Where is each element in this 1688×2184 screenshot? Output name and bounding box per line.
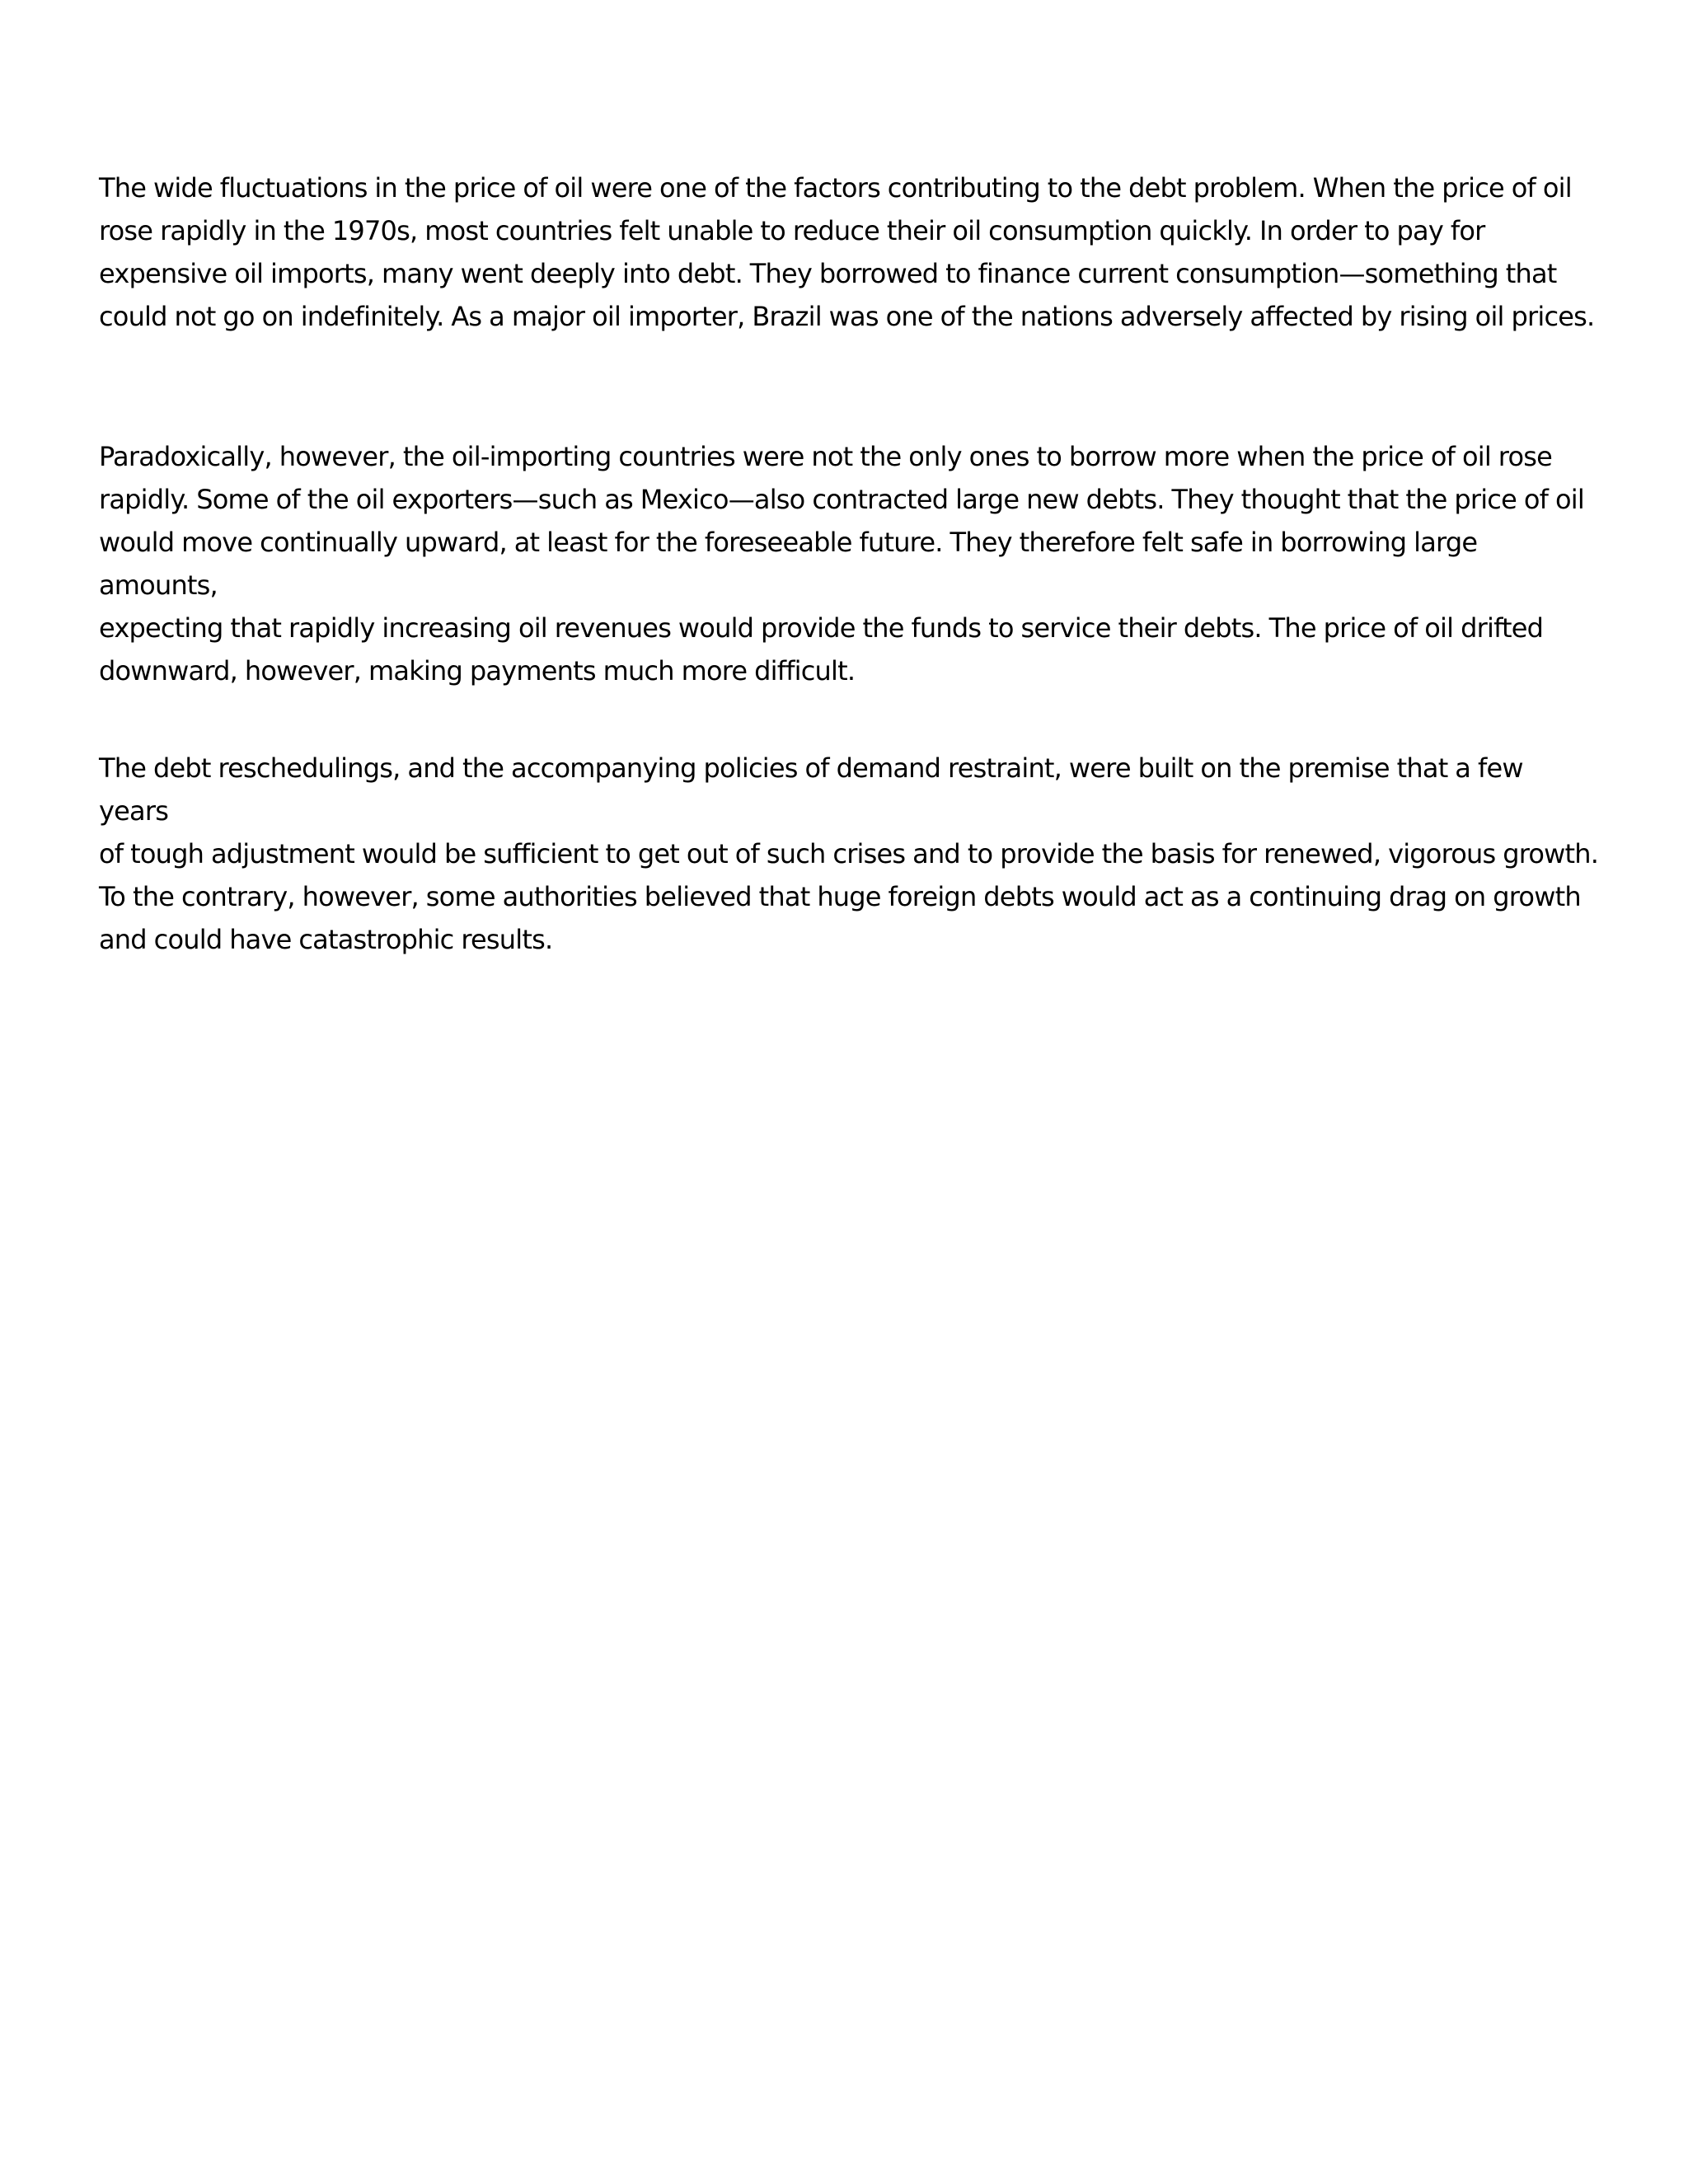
paragraph-debt-rescheduling: The debt reschedulings, and the accompanying policies of demand restraint, were built on the premise that a few years of tough adjustment would be sufficient to get out of such crises and to provide the basis for renewed, vigorous growth. To the contrary, however, some authorities believed that huge foreign debts would act as a continuing drag on growth and could have catastrophic results.: [99, 752, 1599, 955]
paragraph-oil-price-fluctuations: The wide fluctuations in the price of oil were one of the factors contributing to the debt problem. When the price of oil rose rapidly in the 1970s, most countries felt unable to reduce their oil consumption quickly. In order to pay for expensive oil imports, many went deeply into debt. They borrowed to finance current consumption—something that could not go on indefinitely. As a major oil importer, Brazil was one of the nations adversely affected by rising oil prices.: [99, 172, 1595, 332]
paragraph-oil-exporters-debt: Paradoxically, however, the oil-importing countries were not the only ones to borrow more when the price of oil rose rapidly. Some of the oil exporters—such as Mexico—also contracted large new debts. They thought that the price of oil would move continually upward, at least for the foreseeable future. They therefore felt safe in borrowing large amounts, expecting that rapidly increasing oil revenues would provide the funds to service their debts. The price of oil drifted downward, however, making payments much more difficult.: [99, 441, 1584, 687]
